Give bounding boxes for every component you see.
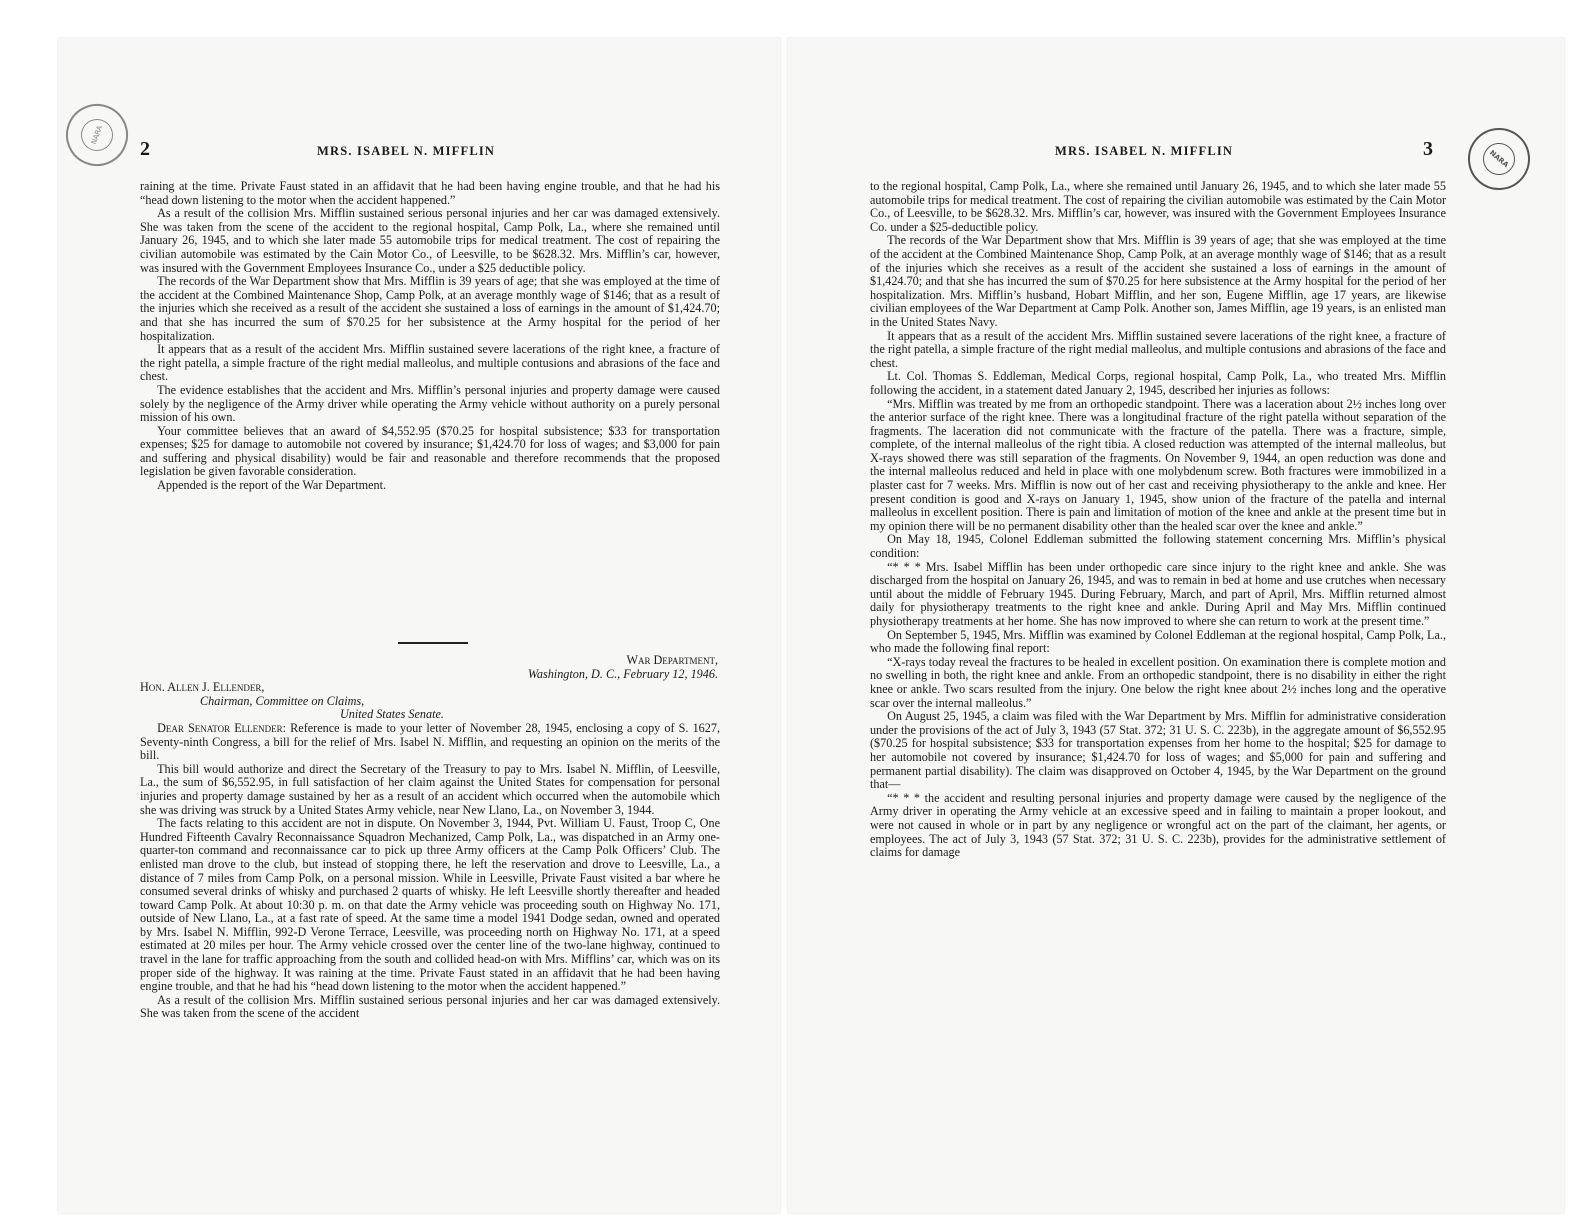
salutation: Dear Senator Ellender: (157, 720, 287, 735)
section-divider (398, 642, 468, 644)
page-number: 2 (140, 138, 150, 160)
letter-addressee-body: United States Senate. (340, 707, 444, 722)
paragraph: The records of the War Department show that Mrs. Mifflin is 39 years of age; that she was employed at the time of the accident at the Combined Maintenance Shop, Camp Polk, at an average monthly wage of $146; that as a result of the injuries which she receives as a result of the accident she sustained a loss of earnings in the amount of $1,424.70; and that she has incurred the sum of $70.25 for here subsistence at the Army hospital for the period of her hospitalization. Mrs. Mifflin’s husband, Hobart Mifflin, and her son, Eugene Mifflin, age 17 years, are likewise civilian employees of the War Department at Camp Polk. Another son, James Mifflin, age 19 years, is an enlisted man in the United States Navy. (870, 233, 1446, 329)
letter-addressee: Hon. Allen J. Ellender, (140, 680, 265, 695)
paragraph: raining at the time. Private Faust stated in an affidavit that he had been having engine trouble, and that he had his “head down listening to the motor when the accident happened.” (140, 179, 720, 207)
left-page (58, 38, 780, 1213)
paragraph: The facts relating to this accident are not in dispute. On November 3, 1944, Pvt. William U. Faust, Troop C, One Hundred Fifteenth Cavalry Reconnaissance Squadron Mechanized, Camp Polk, La., was dispatched in an Army one-quarter-ton command and reconnaissance car to pick up three Army officers at the Camp Polk Officers’ Club. The enlisted man drove to the club, but instead of stopping there, he left the reservation and drove to Leesville, La., a distance of 7 miles from Camp Polk, on a personal mission. While in Leesville, Private Faust visited a bar where he consumed several drinks of whisky and purchased 2 quarts of whisky. He left Leesville shortly thereafter and headed toward Camp Polk. At about 10:30 p. m. on that date the Army vehicle was proceeding south on Highway No. 171, outside of New Llano, La., at a fast rate of speed. At the same time a model 1941 Dodge sedan, owned and operated by Mrs. Isabel N. Mifflin, 992-D Verone Terrace, Leesville, was proceeding north on Highway No. 171, at a speed estimated at 20 miles per hour. The Army vehicle crossed over the center line of the two-lane highway, continued to travel in the lane for traffic approaching from the south and collided head-on with Mrs. Mifflins’ car, which was on its proper side of the highway. It was raining at the time. Private Faust stated in an affidavit that he had been having engine trouble, and that he had his “head down listening to the motor when the accident happened.” (140, 816, 720, 994)
running-head: MRS. ISABEL N. MIFFLIN (1055, 144, 1234, 158)
paragraph: to the regional hospital, Camp Polk, La., where she remained until January 26, 1945, and to which she later made 55 automobile trips for medical treatment. The cost of repairing the civilian automobile was estimated by the Cain Motor Co., of Leesville, to be $628.32. Mrs. Mifflin’s car, however, was insured with the Government Employees Insurance Co. under a $25-deductible policy. (870, 179, 1446, 234)
running-head: MRS. ISABEL N. MIFFLIN (317, 144, 496, 158)
paragraph: The evidence establishes that the accident and Mrs. Mifflin’s personal injuries and property damage were caused solely by the negligence of the Army driver while operating the Army vehicle without authority on a purely personal mission of his own. (140, 382, 720, 425)
paragraph: On May 18, 1945, Colonel Eddleman submitted the following statement concerning Mrs. Mifflin’s physical condition: (870, 532, 1446, 561)
paragraph: The records of the War Department show that Mrs. Mifflin is 39 years of age; that she was employed at the time of the accident at the Combined Maintenance Shop, Camp Polk, at an average monthly wage of $146; that as a result of the injuries which she received as a result of the accident she sustained a loss of earnings in the amount of $1,424.70; and that she has incurred the sum of $70.25 for her subsistence at the Army hospital for the period of her hospitalization. (140, 274, 720, 343)
right-page (788, 38, 1564, 1213)
paragraph: On September 5, 1945, Mrs. Mifflin was examined by Colonel Eddleman at the regional hospital, Camp Polk, La., who made the following final report: (870, 627, 1446, 656)
letter-addressee-title: Chairman, Committee on Claims, (200, 693, 365, 708)
letter-salutation-paragraph (140, 722, 720, 763)
letter-department: War Department, (626, 653, 718, 667)
left-page-header (58, 138, 780, 162)
paragraph: Appended is the report of the War Department. (157, 478, 387, 493)
paragraph: Reference is made to your letter of November 28, 1945, enclosing a copy of S. 1627, Seventy-ninth Congress, a bill for the relief of Mrs. Isabel N. Mifflin, and requesting an opinion on the merits of the bill. (140, 720, 720, 763)
paragraph: Lt. Col. Thomas S. Eddleman, Medical Corps, regional hospital, Camp Polk, La., who treated Mrs. Mifflin following the accident, in a statement dated January 2, 1945, described her injuries as follows: (870, 369, 1446, 397)
stamp-center: NARA (1476, 136, 1521, 181)
right-page-header (788, 138, 1564, 162)
quote-paragraph: “* * * Mrs. Isabel Mifflin has been under orthopedic care since injury to the right knee and ankle. She was discharged from the hospital on January 26, 1945, and was to remain in bed at home and use crutches when necessary until about the middle of February 1945. During February, March, and part of April, Mrs. Mifflin returned almost daily for physiotherapy treatments to the right knee and ankle. During April and May Mrs. Mifflin continued physiotherapy treatments at her home. She has now improved to where she can return to work at the present time.” (870, 559, 1446, 628)
paragraph: It appears that as a result of the accident Mrs. Mifflin sustained severe lacerations of the right knee, a fracture of the right patella, a simple fracture of the right medial malleolus, and multiple contusions and abrasions of the face and chest. (140, 342, 720, 384)
library-stamp-icon (58, 95, 137, 174)
letter-place-date: Washington, D. C., February 12, 1946. (527, 666, 718, 681)
stamp-center: NARA (76, 114, 117, 155)
war-department-letter (140, 654, 720, 1021)
left-top-text (140, 180, 720, 493)
paragraph: As a result of the collision Mrs. Mifflin sustained serious personal injuries and her car was damaged extensively. She was taken from the scene of the accident to the regional hospital, Camp Polk, La., where she remained until January 26, 1945, and to which she later made 55 automobile trips for medical treatment. The cost of repairing the civilian automobile was estimated by the Cain Motor Co., of Leesville, to be $628.32. Mrs. Mifflin’s car, however, was insured with the Government Employees Insurance Co., under a $25 deductible policy. (140, 206, 720, 275)
page-number: 3 (1423, 138, 1433, 160)
quote-paragraph: “* * * the accident and resulting personal injuries and property damage were caused by the negligence of the Army driver in operating the Army vehicle at an excessive speed and in failing to maintain a proper lookout, and were not caused in whole or in part by any negligence or wrongful act on the part of the claimant, her agents, or employees. The act of July 3, 1943 (57 Stat. 372; 31 U. S. C. 223b), provides for the administrative settlement of claims for damage (870, 790, 1446, 860)
paragraph: As a result of the collision Mrs. Mifflin sustained serious personal injuries and her car was damaged extensively. She was taken from the scene of the accident (140, 992, 720, 1021)
paragraph: Your committee believes that an award of $4,552.95 ($70.25 for hospital subsistence; $33 for transportation expenses; $25 for damage to automobile not covered by insurance; $1,424.70 for loss of wages; and $3,000 for pain and suffering and physical disability) would be fair and reasonable and therefore recommends that the proposed legislation be given favorable consideration. (140, 423, 720, 479)
paragraph: It appears that as a result of the accident Mrs. Mifflin sustained severe lacerations of the right knee, a fracture of the right patella, a simple fracture of the right medial malleolus, and multiple contusions and abrasions of the face and chest. (870, 328, 1446, 370)
quote-paragraph: “X-rays today reveal the fractures to be healed in excellent position. On examination there is complete motion and no swelling in both, the right knee and ankle. From an orthopedic standpoint, there is no disability in either the right knee or ankle. Two scars resulted from the injury. One below the right knee about 2½ inches long and the operative scar over the internal malleolus.” (870, 654, 1446, 710)
paragraph: On August 25, 1945, a claim was filed with the War Department by Mrs. Mifflin for administrative consideration under the provisions of the act of July 3, 1943 (57 Stat. 372; 31 U. S. C. 223b), in the aggregate amount of $6,552.95 ($70.25 for hospital subsistence; $33 for transportation expenses from her home to the hospital; $25 for damage to her automobile not covered by insurance; $1,424.70 for loss of wages; and $5,000 for pain and suffering and permanent partial disability). The claim was disapproved on October 4, 1945, by the War Department on the ground that— (870, 709, 1446, 792)
paragraph: This bill would authorize and direct the Secretary of the Treasury to pay to Mrs. Isabel N. Mifflin, of Leesville, La., the sum of $6,552.95, in full satisfaction of her claim against the United States for compensation for personal injuries and property damage sustained by her as a result of an accident which occurred when the automobile which she was driving was struck by a United States Army vehicle, near New Llano, La., on November 3, 1944. (140, 761, 720, 817)
right-page-text (870, 180, 1446, 860)
quote-paragraph: “Mrs. Mifflin was treated by me from an orthopedic standpoint. There was a laceration about 2½ inches long over the anterior surface of the right knee. There was a longitudinal fracture of the right patella without separation of the fragments. The laceration did not communicate with the fracture of the patella. There was a fracture, simple, complete, of the internal malleolus of the right tibia. A closed reduction was attempted of the internal malleolus, but X-rays showed there was still separation of the fragments. On November 9, 1944, an open reduction was done and the internal malleolus reduced and held in place with one molybdenum screw. Both fractures were immobilized in a plaster cast for 7 weeks. Mrs. Mifflin is now out of her cast and receiving physiotherapy to the ankle and knee. Her present condition is good and X-rays on January 1, 1945, show union of the fracture of the patella and internal malleolus in excellent position. There is pain and limitation of motion of the knee and ankle at the present time but in my opinion there will be no permanent disability other than the healed scar over the knee and ankle.” (870, 396, 1446, 533)
